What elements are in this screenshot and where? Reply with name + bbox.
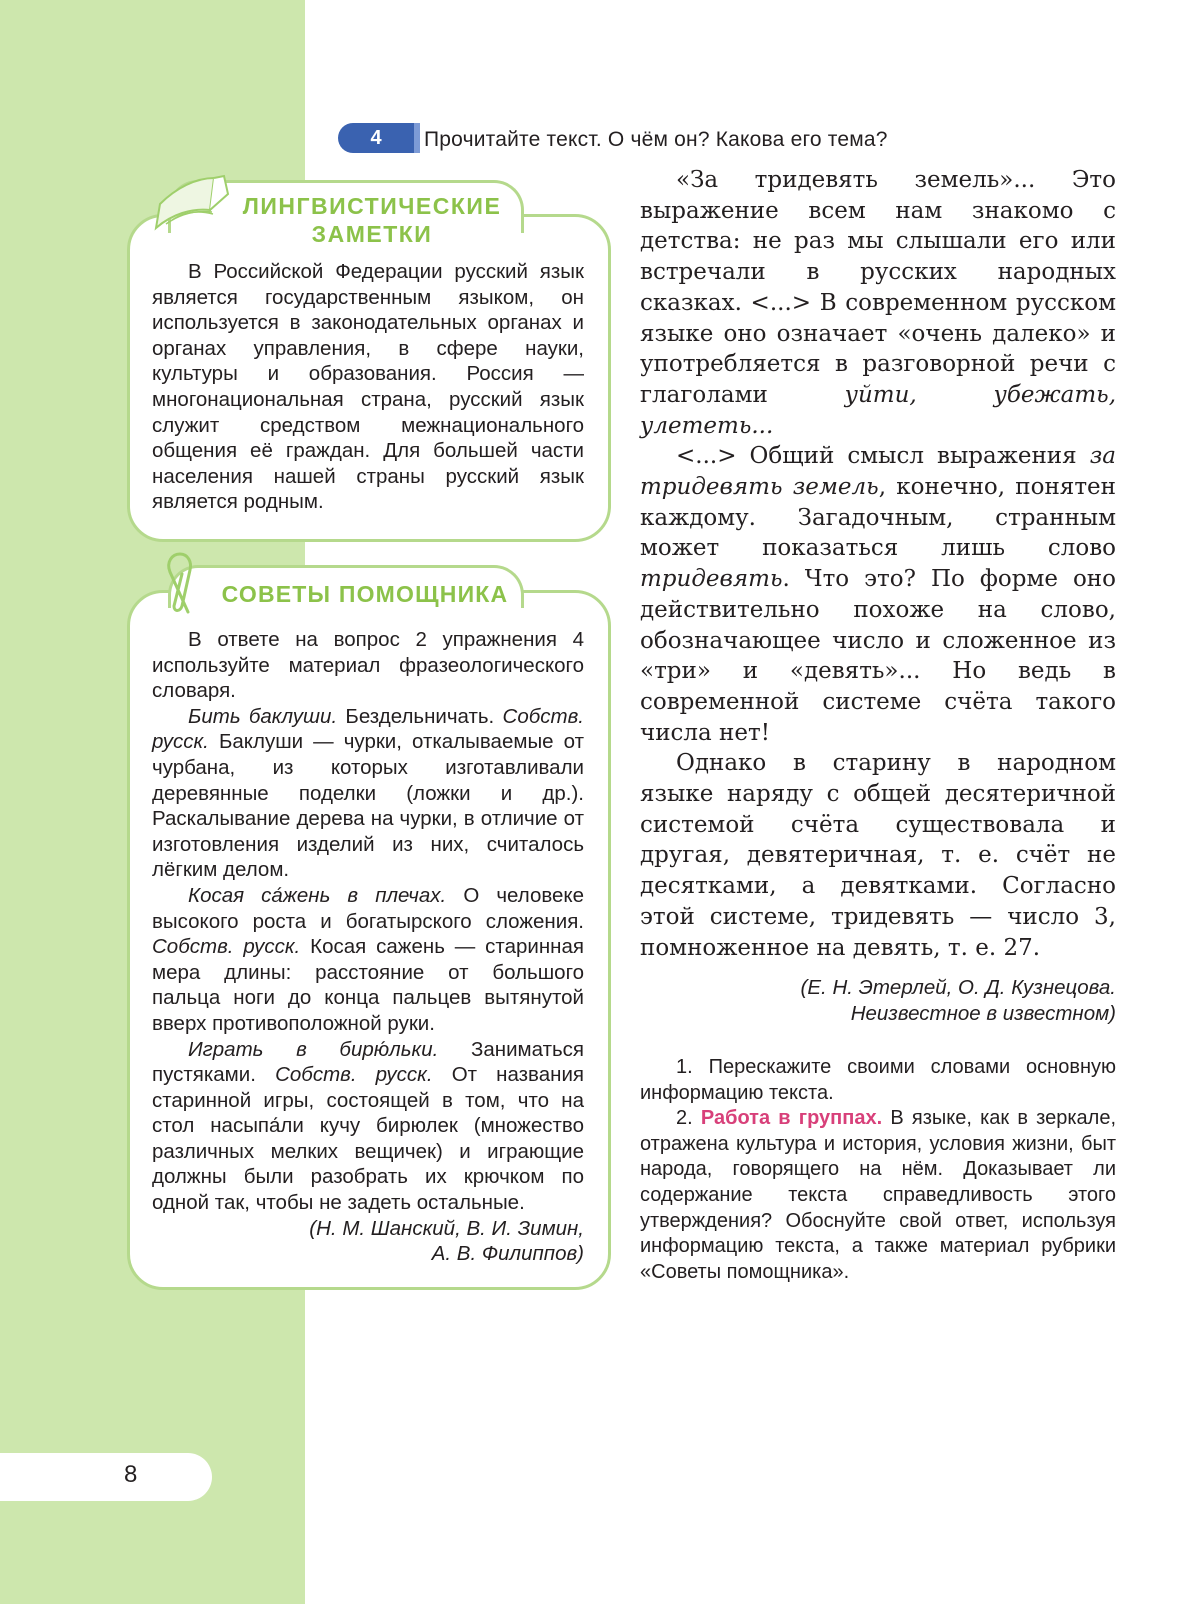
title-line-2: ЗАМЕТКИ: [311, 221, 433, 247]
question-2-number: 2.: [676, 1107, 693, 1130]
task-number-badge: 4: [338, 123, 414, 153]
main-reading-text: [640, 165, 1116, 963]
question-1: 1. Перескажите своими словами основную информацию текста.: [640, 1056, 1116, 1104]
entry-text: От названия старинной игры, состоящей в том, что на стол насыпа́ли кучу бирюлек (множество различных мелких вещичек) и играющие должны были разобрать их крючком по одной так, чтобы не задеть остальные.: [152, 1063, 584, 1215]
italic-run: тридевять: [640, 566, 783, 593]
source-line-1: (Н. М. Шанский, В. И. Зимин,: [309, 1216, 584, 1240]
italic-run: уйти, убежать, улететь...: [640, 381, 1117, 439]
source-line-2: А. В. Филиппов): [431, 1242, 584, 1266]
entry-origin: Собств. русск.: [275, 1063, 433, 1087]
text-run: , конечно, понятен каждому. Загадочным, странным может показаться лишь слово: [640, 474, 1116, 562]
text-run: . Что это? По форме оно действительно похоже на слово, обозначающее число и сложенное из «три» и «девять»... Но ведь в современной системе счёта такого числа нет!: [640, 566, 1116, 746]
text-run: <...> Общий смысл выражения: [676, 443, 1090, 470]
paperclip-icon: [162, 550, 202, 620]
entry-phrase: Косая са́жень в плечах.: [188, 883, 447, 907]
paragraph: В Российской Федерации русский язык является государственным языком, он используется в законодательных органах и органах управления, в сфере науки, культуры и образования. Россия — многонациональная страна, русский язык служит средством межнационального общения её граждан. Для большей части населения нашей страны русский язык является родным.: [152, 260, 584, 514]
tips-source: [152, 1216, 584, 1267]
assistant-tips-text: [152, 627, 584, 1267]
entry-origin: Собств. русск.: [152, 704, 584, 754]
entry-phrase: Бить баклуши.: [188, 704, 338, 728]
paragraph-2: [640, 441, 1116, 748]
entry-origin: Собств. русск.: [152, 935, 301, 959]
question-2: [640, 1106, 1116, 1285]
page-number: 8: [124, 1461, 138, 1488]
linguistic-notes-text: [152, 259, 584, 515]
entry-text: Косая сажень — старинная мера длины: расстояние от большого пальца ноги до конца пальцев вытянутой вверх противоположной руки.: [152, 935, 584, 1035]
source-line-1: (Е. Н. Этерлей, О. Д. Кузнецова.: [800, 976, 1116, 999]
assistant-tips-title: СОВЕТЫ ПОМОЩНИКА: [221, 581, 509, 607]
dictionary-entry: [152, 1037, 584, 1216]
tips-intro: В ответе на вопрос 2 упражнения 4 используйте материал фразеологического словаря.: [152, 628, 584, 703]
entry-meaning: О человеке высокого роста и богатырского сложения.: [152, 883, 585, 933]
entry-phrase: Играть в бирю́льки.: [188, 1037, 439, 1061]
entry-text: Баклуши — чурки, откалываемые от чурбана, из которых изготавливали деревянные поделки (ложки и др.). Раскалывание дерева на чурки, в отличие от изготовления изделий из них, считалось лёгким делом.: [152, 730, 584, 882]
open-book-icon: [152, 174, 230, 232]
task-title: Прочитайте текст. О чём он? Какова его тема?: [424, 128, 888, 151]
title-line-1: ЛИНГВИСТИЧЕСКИЕ: [242, 193, 502, 219]
page-number-tab: [0, 1453, 212, 1501]
question-2-text: В языке, как в зеркале, отражена культура и история, условия жизни, быт народа, говорящего на нём. Доказывает ли содержание текста справедливость этого утверждения? Обоснуйте свой ответ, используя информацию текста, а также материал рубрики «Советы помощника».: [640, 1107, 1117, 1283]
group-work-label: Работа в группах.: [700, 1107, 883, 1130]
source-line-2: Неизвестное в известном): [850, 1002, 1116, 1025]
text-run: «За тридевять земель»... Это выражение всем нам знакомо с детства: не раз мы слышали его или встречали в русских народных сказках. <...> В современном русском языке оно означает «очень далеко» и употребляется в разговорной речи с глаголами: [640, 167, 1116, 408]
entry-meaning: Бездельничать.: [345, 704, 495, 728]
questions: [640, 1055, 1116, 1285]
dictionary-entry: [152, 704, 584, 883]
main-text-source: [640, 975, 1116, 1027]
italic-run: за тридевять земель: [640, 443, 1116, 501]
paragraph-3: Однако в старину в народном языке наряду с общей десятеричной системой счёта существовала и другая, девятеричная, т. е. счёт не десятками, а девятками. Согласно этой системе, тридевять — число 3, помноженное на девять, т. е. 27.: [640, 750, 1116, 961]
paragraph-1: [640, 165, 1116, 441]
dictionary-entry: [152, 883, 584, 1037]
linguistic-notes-title: [222, 192, 522, 248]
entry-meaning: Заниматься пустяками.: [152, 1037, 584, 1087]
